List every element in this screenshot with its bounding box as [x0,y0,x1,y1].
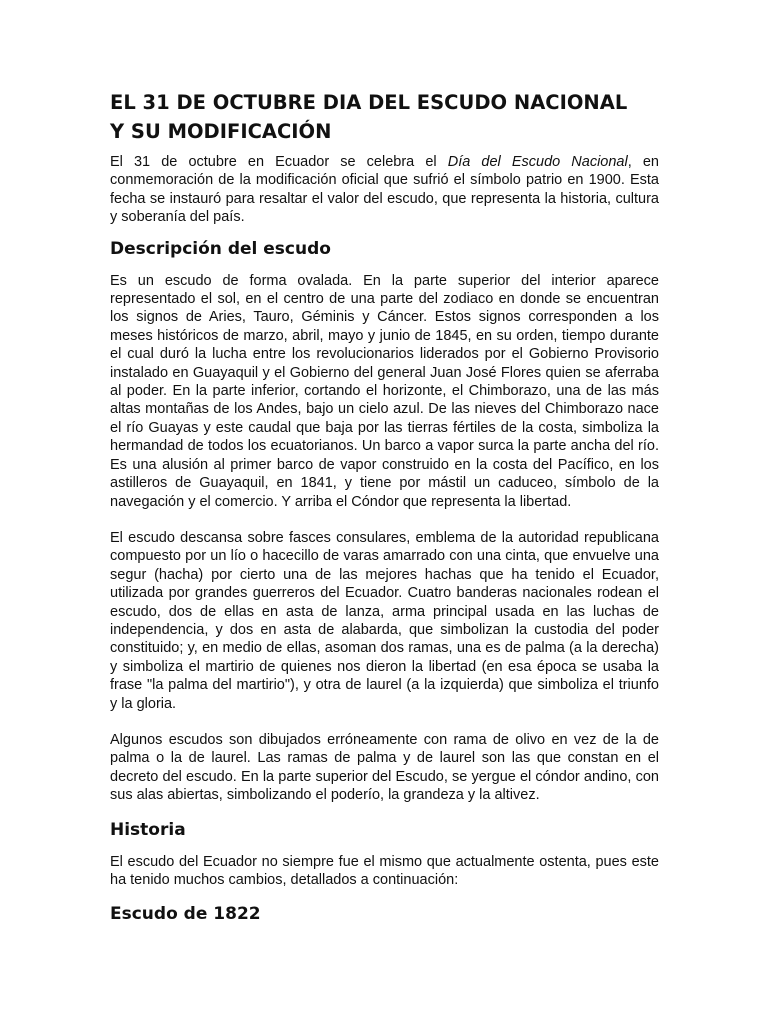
page-title-line-2: Y SU MODIFICACIÓN [110,120,332,143]
intro-emphasis: Día del Escudo Nacional [447,154,628,170]
intro-paragraph [110,153,659,227]
page-title-line-1: EL 31 DE OCTUBRE DIA DEL ESCUDO NACIONAL [110,91,628,114]
section-heading-descripcion: Descripción del escudo [110,238,331,259]
historia-paragraph-1: El escudo del Ecuador no siempre fue el mismo que actualmente ostenta, pues este ha tenido muchos cambios, detallados a continuación: [110,853,659,888]
intro-text-start: El 31 de octubre en Ecuador se celebra el [110,154,448,170]
descripcion-paragraph-3: Algunos escudos son dibujados erróneamente con rama de olivo en vez de la de palma o la de laurel. Las ramas de palma y de laurel son las que constan en el decreto del escudo. En la parte superior del Escudo, se yergue el cóndor andino, con sus alas abiertas, simbolizando el poderío, la grandeza y la altivez. [110,731,659,804]
descripcion-paragraph-2: El escudo descansa sobre fasces consulares, emblema de la autoridad republicana compuesto por un lío o hacecillo de varas amarrado con una cinta, que envuelve una segur (hacha) por cierto una de las mejores hachas que ha tenido el Ecuador, utilizada por grandes guerreros del Ecuador. Cuatro banderas nacionales rodean el escudo, dos de ellas en asta de lanza, arma principal usada en las luchas de independencia, y dos en asta de alabarda, que simbolizan la custodia del poder constituido; y, en medio de ellas, asoman dos ramas, una es de palma (a la derecha) y simboliza el martirio de quienes nos dieron la libertad (en esa época se usaba la frase "la palma del martirio"), y otra de laurel (a la izquierda) que simboliza el triunfo y la gloria. [110,529,659,712]
descripcion-paragraph-1: Es un escudo de forma ovalada. En la parte superior del interior aparece representado el sol, en el centro de una parte del zodiaco en donde se encuentran los signos de Aries, Tauro, Géminis y Cáncer. Estos signos corresponden a los meses históricos de marzo, abril, mayo y junio de 1845, en su orden, tiempo durante el cual duró la lucha entre los revolucionarios liderados por el Gobierno Provisorio instalado en Guayaquil y el Gobierno del general Juan José Flores quien se aferraba al poder. En la parte inferior, cortando el horizonte, el Chimborazo, una de las más altas montañas de los Andes, bajo un cielo azul. De las nieves del Chimborazo nace el río Guayas y este caudal que baja por las tierras fértiles de la costa, simboliza la hermandad de todos los ecuatorianos. Un barco a vapor surca la parte ancha del río. Es una alusión al primer barco de vapor construido en la costa del Pacífico, en los astilleros de Guayaquil, en 1841, y tiene por mástil un caduceo, símbolo de la navegación y el comercio. Y arriba el Cóndor que representa la libertad. [110,272,659,510]
section-heading-escudo-1822: Escudo de 1822 [110,904,261,925]
section-heading-historia: Historia [110,819,186,840]
document-page [110,88,659,925]
intro-text-end: , en conmemoración de la modificación oficial que sufrió el símbolo patrio en 1900. Esta fecha se instauró para resaltar el valor del escudo, que representa la historia, cultura y soberanía del país. [110,154,659,226]
page-title [110,88,659,146]
